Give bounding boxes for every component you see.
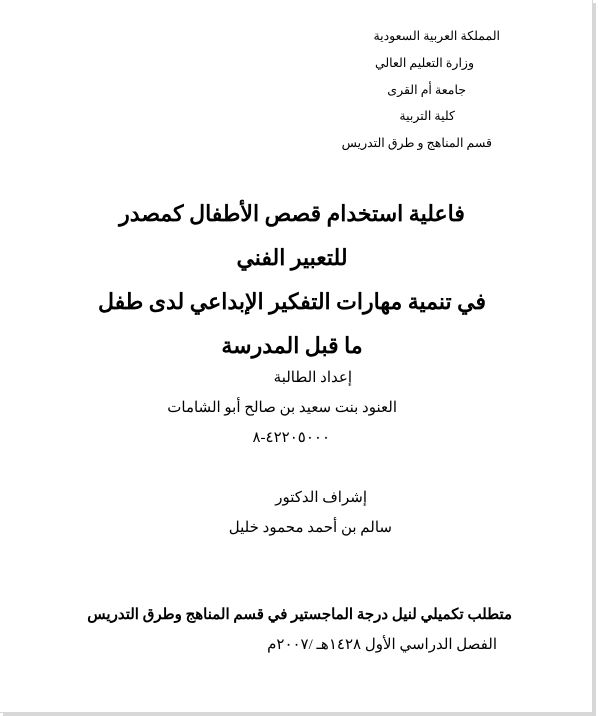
thesis-title-line-1: فاعلية استخدام قصص الأطفال كمصدر للتعبير الفني <box>119 201 465 270</box>
academic-term: الفصل الدراسي الأول ١٤٢٨هـ /٢٠٠٧م <box>267 637 497 653</box>
thesis-title-line-2: في تنمية مهارات التفكير الإبداعي لدى طفل <box>97 289 487 314</box>
header-department: قسم المناهج و طرق التدريس <box>341 136 492 150</box>
header-college: كلية التربية <box>399 109 455 123</box>
supervisor-name: سالم بن أحمد محمود خليل <box>228 520 392 536</box>
header-kingdom: المملكة العربية السعودية <box>373 29 500 43</box>
thesis-title <box>92 192 492 368</box>
header-ministry: وزارة التعليم العالي <box>374 56 474 70</box>
student-name: العنود بنت سعيد بن صالح أبو الشامات <box>167 400 397 416</box>
supervisor-label: إشراف الدكتور <box>275 490 367 506</box>
header-university: جامعة أم القرى <box>387 83 466 97</box>
prepared-by-label: إعداد الطالبة <box>273 370 352 386</box>
thesis-title-line-3: ما قبل المدرسة <box>221 333 363 358</box>
degree-requirement: متطلب تكميلي لنيل درجة الماجستير في قسم المناهج وطرق التدريس <box>87 607 512 623</box>
student-id: ٤٢٢٠٥٠٠٠-٨ <box>252 430 330 446</box>
